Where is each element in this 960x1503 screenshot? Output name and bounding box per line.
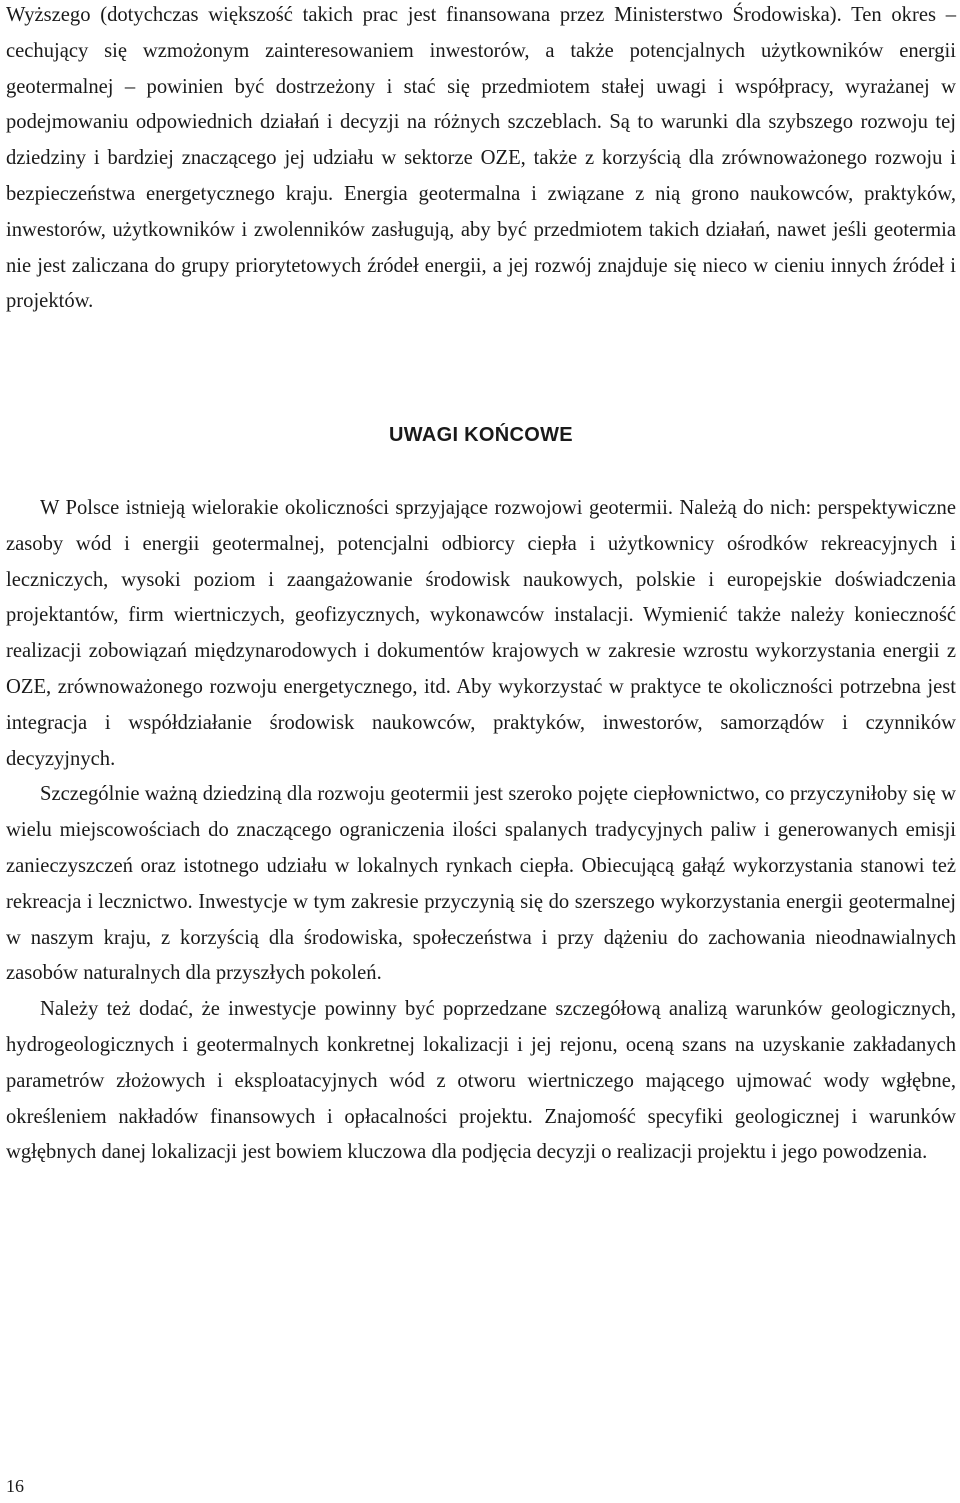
paragraph: Szczególnie ważną dziedziną dla rozwoju geotermii jest szeroko pojęte ciepłownictwo, co przyczyniłoby się w wielu miejscowościach do znaczącego ograniczenia ilości spalanych tradycyjnych paliw i generowanych emisji zanieczyszczeń oraz istotnego udziału w lokalnych rynkach ciepła. Obiecującą gałąź wykorzystania stanowi też rekreacja i lecznictwo. Inwestycje w tym zakresie przyczynią się do szerszego wykorzystania energii geotermalnej w naszym kraju, z korzyścią dla środowiska, społeczeństwa i przy dążeniu do zachowania nieodnawialnych zasobów naturalnych dla przyszłych pokoleń. — [6, 783, 956, 985]
page-number: 16 — [6, 1476, 24, 1496]
section-body — [6, 491, 956, 1171]
section-heading: UWAGI KOŃCOWE — [389, 424, 573, 446]
paragraph: W Polsce istnieją wielorakie okoliczności sprzyjające rozwojowi geotermii. Należą do nich: perspektywiczne zasoby wód i energii geotermalnej, potencjalni odbiorcy ciepła i użytkownicy ośrodków rekreacyjnych i leczniczych, wysoki poziom i zaangażowanie środowisk naukowych, polskie i europejskie doświadczenia projektantów, firm wiertniczych, geofizycznych, wykonawców instalacji. Wymienić także należy konieczność realizacji zobowiązań międzynarodowych i dokumentów krajowych w zakresie wzrostu wykorzystania energii z OZE, zrównoważonego rozwoju energetycznego, itd. Aby wykorzystać w praktyce te okoliczności potrzebna jest integracja i współdziałanie środowisk naukowców, praktyków, inwestorów, samorządów i czynników decyzyjnych. — [6, 497, 956, 770]
intro-paragraph: Wyższego (dotychczas większość takich prac jest finansowana przez Ministerstwo Środowiska). Ten okres – cechujący się wzmożonym zainteresowaniem inwestorów, a także potencjalnych użytkowników energii geotermalnej – powinien być dostrzeżony i stać się przedmiotem stałej uwagi i współpracy, wyrażanej w podejmowaniu odpowiednich działań i decyzji na różnych szczeblach. Są to warunki dla szybszego rozwoju tej dziedziny i bardziej znaczącego jej udziału w sektorze OZE, także z korzyścią dla zrównoważonego rozwoju i bezpieczeństwa energetycznego kraju. Energia geotermalna i związane z nią grono naukowców, praktyków, inwestorów, użytkowników i zwolenników zasługują, aby być przedmiotem takich działań, nawet jeśli geotermia nie jest zaliczana do grupy priorytetowych źródeł energii, a jej rozwój znajduje się nieco w cieniu innych źródeł i projektów. — [6, 4, 956, 313]
paragraph: Należy też dodać, że inwestycje powinny być poprzedzane szczegółową analizą warunków geologicznych, hydrogeologicznych i geotermalnych konkretnej lokalizacji i jej rejonu, oceną szans na uzyskanie zakładanych parametrów złożowych i eksploatacyjnych wód z otworu wiertniczego mającego ujmować wody wgłębne, określeniem nakładów finansowych i opłacalności projektu. Znajomość specyfiki geologicznej i warunków wgłębnych danej lokalizacji jest bowiem kluczowa dla podjęcia decyzji o realizacji projektu i jego powodzenia. — [6, 998, 956, 1164]
